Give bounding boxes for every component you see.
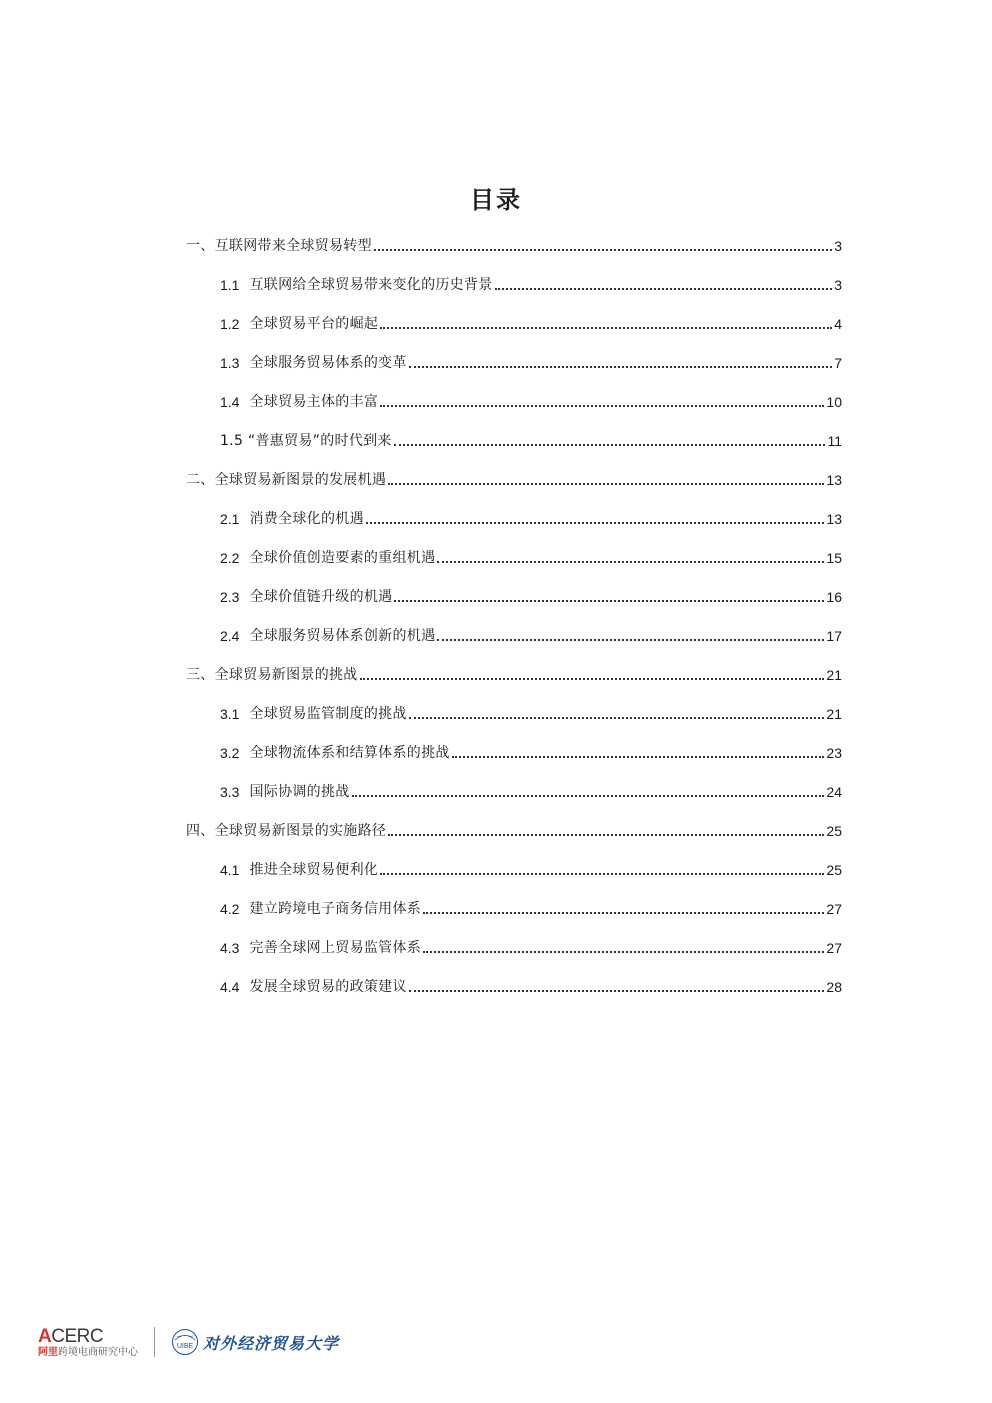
toc-subsection-entry[interactable] (186, 772, 842, 811)
toc-entry-title: 全球贸易监管制度的挑战 (249, 705, 407, 722)
uibe-seal-text: UIBE (176, 1343, 194, 1350)
toc-page-number: 10 (826, 393, 842, 410)
toc-page-number: 16 (826, 588, 842, 605)
toc-subsection-entry[interactable] (186, 304, 842, 343)
toc-dot-leader (374, 248, 832, 251)
toc-entry-title: 全球价值链升级的机遇 (249, 588, 393, 605)
toc-section-entry[interactable] (186, 226, 842, 265)
toc-subsection-entry[interactable] (186, 265, 842, 304)
toc-entry-number: 4.4 (220, 978, 240, 995)
toc-entry-title: 全球贸易主体的丰富 (249, 393, 379, 410)
toc-entry-number: 3.3 (220, 783, 240, 800)
toc-subsection-entry[interactable] (186, 499, 842, 538)
toc-dot-leader (437, 560, 824, 563)
toc-page-number: 13 (826, 510, 842, 527)
toc-entry-title: 全球服务贸易体系的变革 (249, 354, 407, 371)
acerc-center-label: 跨境电商研究中心 (58, 1346, 138, 1358)
toc-entry-title: 1.5 “普惠贸易”的时代到来 (220, 432, 392, 449)
footer (38, 1322, 339, 1362)
toc-page-number: 13 (826, 471, 842, 488)
toc-section-entry[interactable] (186, 655, 842, 694)
toc-entry-number: 4.3 (220, 939, 240, 956)
toc-entry-number: 1.4 (220, 393, 240, 410)
toc-subsection-entry[interactable] (186, 577, 842, 616)
toc-subsection-entry[interactable] (186, 343, 842, 382)
footer-divider (154, 1327, 155, 1357)
toc-entry-number: 3.1 (220, 705, 240, 722)
toc-page-number: 3 (834, 276, 842, 293)
toc-entry-number: 1.1 (220, 276, 240, 293)
toc-dot-leader (437, 638, 824, 641)
toc-list (186, 226, 842, 1006)
acerc-wordmark (38, 1327, 138, 1346)
toc-entry-title: 推进全球贸易便利化 (249, 861, 379, 878)
toc-subsection-entry[interactable] (186, 616, 842, 655)
toc-page-number: 21 (826, 666, 842, 683)
toc-entry-number: 1.2 (220, 315, 240, 332)
toc-entry-number: 4.2 (220, 900, 240, 917)
toc-page-number: 25 (826, 822, 842, 839)
toc-subsection-entry[interactable] (186, 694, 842, 733)
toc-page-number: 27 (826, 939, 842, 956)
toc-page-number: 3 (834, 237, 842, 254)
toc-page-number: 17 (826, 627, 842, 644)
toc-subsection-entry[interactable] (186, 889, 842, 928)
toc-entry-title: 四、全球贸易新图景的实施路径 (186, 822, 387, 839)
toc-entry-title: 全球价值创造要素的重组机遇 (249, 549, 436, 566)
toc-subsection-entry[interactable] (186, 382, 842, 421)
toc-entry-title: 建立跨境电子商务信用体系 (249, 900, 422, 917)
acerc-subtitle (38, 1348, 138, 1358)
toc-page-number: 23 (826, 744, 842, 761)
toc-entry-number: 2.1 (220, 510, 240, 527)
toc-page-number: 27 (826, 900, 842, 917)
toc-dot-leader (366, 521, 825, 524)
toc-entry-title: 全球贸易平台的崛起 (249, 315, 379, 332)
toc-entry-number: 2.4 (220, 627, 240, 644)
toc-page-number: 21 (826, 705, 842, 722)
toc-subsection-entry[interactable] (186, 850, 842, 889)
toc-page-number: 11 (827, 432, 842, 449)
toc-dot-leader (388, 482, 824, 485)
toc-dot-leader (352, 794, 825, 797)
toc-title: 目录 (470, 186, 522, 214)
toc-dot-leader (388, 833, 824, 836)
uibe-name: 对外经济贸易大学 (203, 1333, 340, 1353)
toc-page-number: 25 (826, 861, 842, 878)
acerc-a-letter: A (38, 1325, 52, 1347)
toc-dot-leader (360, 677, 825, 680)
toc-dot-leader (380, 404, 824, 407)
toc-entry-title: 消费全球化的机遇 (249, 510, 364, 527)
toc-entry-title: 发展全球贸易的政策建议 (249, 978, 407, 995)
toc-dot-leader (423, 911, 824, 914)
toc-dot-leader (409, 716, 825, 719)
toc-entry-number: 2.3 (220, 588, 240, 605)
toc-dot-leader (380, 326, 832, 329)
toc-entry-title: 国际协调的挑战 (249, 783, 350, 800)
toc-dot-leader (409, 989, 825, 992)
uibe-logo (171, 1328, 339, 1356)
toc-page-number: 7 (834, 354, 842, 371)
toc-entry-title: 互联网给全球贸易带来变化的历史背景 (249, 276, 493, 293)
toc-entry-title: 全球服务贸易体系创新的机遇 (249, 627, 436, 644)
toc-entry-number: 3.2 (220, 744, 240, 761)
toc-page-number: 28 (826, 978, 842, 995)
toc-page-number: 24 (826, 783, 842, 800)
toc-page-number: 15 (826, 549, 842, 566)
toc-dot-leader (409, 365, 832, 368)
toc-dot-leader (394, 443, 826, 446)
toc-entry-title: 三、全球贸易新图景的挑战 (186, 666, 358, 683)
acerc-ali-label: 阿里 (38, 1346, 58, 1358)
toc-section-entry[interactable] (186, 811, 842, 850)
toc-entry-title: 全球物流体系和结算体系的挑战 (249, 744, 450, 761)
toc-subsection-entry[interactable] (186, 733, 842, 772)
toc-entry-number: 4.1 (220, 861, 240, 878)
toc-entry-title: 一、互联网带来全球贸易转型 (186, 237, 372, 254)
toc-entry-number: 1.3 (220, 354, 240, 371)
uibe-seal-icon (171, 1328, 199, 1356)
toc-page-number: 4 (834, 315, 842, 332)
toc-subsection-entry[interactable] (186, 538, 842, 577)
toc-subsection-entry[interactable] (186, 967, 842, 1006)
toc-subsection-entry[interactable] (186, 928, 842, 967)
toc-dot-leader (423, 950, 824, 953)
toc-dot-leader (394, 599, 824, 602)
toc-subsection-entry[interactable] (186, 421, 842, 460)
toc-section-entry[interactable] (186, 460, 842, 499)
toc-entry-number: 2.2 (220, 549, 240, 566)
toc-dot-leader (452, 755, 825, 758)
acerc-logo (38, 1327, 138, 1358)
toc-entry-title: 完善全球网上贸易监管体系 (249, 939, 422, 956)
toc-dot-leader (380, 872, 824, 875)
acerc-rest-letters: CERC (51, 1325, 104, 1347)
toc-entry-title: 二、全球贸易新图景的发展机遇 (186, 471, 387, 488)
toc-dot-leader (495, 287, 833, 290)
